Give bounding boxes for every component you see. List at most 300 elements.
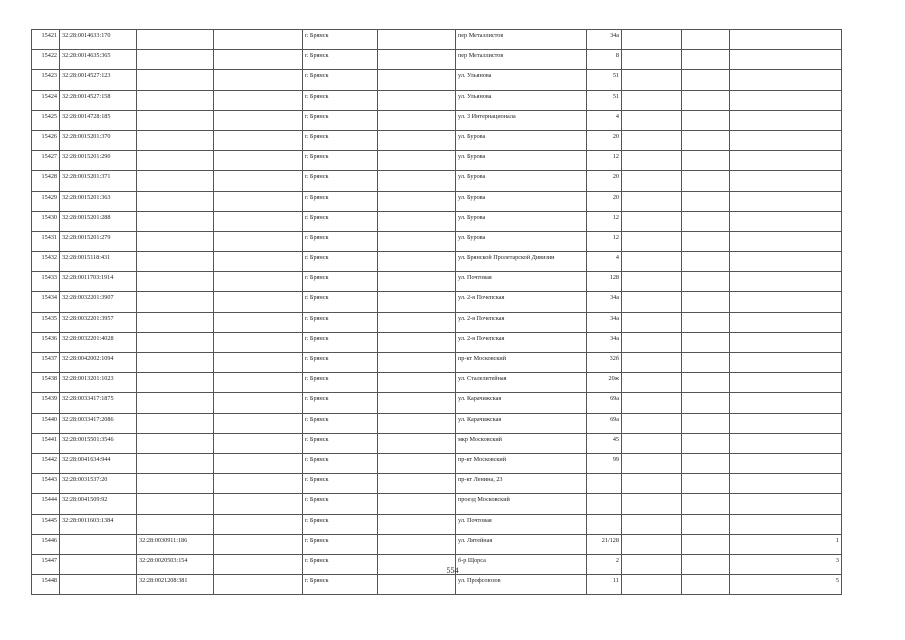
city: г. Брянск bbox=[303, 494, 378, 514]
empty-cell bbox=[214, 433, 303, 453]
city: г. Брянск bbox=[303, 433, 378, 453]
row-number: 15429 bbox=[32, 191, 60, 211]
extra-value bbox=[730, 292, 842, 312]
empty-cell bbox=[682, 453, 730, 473]
empty-cell bbox=[622, 332, 682, 352]
empty-cell bbox=[378, 130, 456, 150]
row-number: 15444 bbox=[32, 494, 60, 514]
cadastral-number-2 bbox=[137, 332, 214, 352]
city: г. Брянск bbox=[303, 171, 378, 191]
city: г. Брянск bbox=[303, 312, 378, 332]
empty-cell bbox=[622, 453, 682, 473]
cadastral-number: 32:28:0031537:20 bbox=[60, 474, 137, 494]
extra-value bbox=[730, 211, 842, 231]
cadastral-number-2 bbox=[137, 30, 214, 50]
empty-cell bbox=[214, 70, 303, 90]
city: г. Брянск bbox=[303, 151, 378, 171]
empty-cell bbox=[622, 514, 682, 534]
extra-value bbox=[730, 373, 842, 393]
empty-cell bbox=[378, 312, 456, 332]
row-number: 15422 bbox=[32, 50, 60, 70]
table-row bbox=[32, 90, 842, 110]
empty-cell bbox=[378, 151, 456, 171]
row-number: 15435 bbox=[32, 312, 60, 332]
empty-cell bbox=[378, 514, 456, 534]
city: г. Брянск bbox=[303, 413, 378, 433]
empty-cell bbox=[378, 30, 456, 50]
extra-value bbox=[730, 151, 842, 171]
extra-value bbox=[730, 393, 842, 413]
cadastral-number-2 bbox=[137, 231, 214, 251]
empty-cell bbox=[214, 191, 303, 211]
empty-cell bbox=[622, 30, 682, 50]
empty-cell bbox=[214, 231, 303, 251]
extra-value bbox=[730, 353, 842, 373]
cadastral-number-2 bbox=[137, 151, 214, 171]
extra-value bbox=[730, 252, 842, 272]
empty-cell bbox=[682, 171, 730, 191]
street: ул. 2-я Почепская bbox=[456, 332, 587, 352]
cadastral-number: 32:28:0041509:92 bbox=[60, 494, 137, 514]
house-number: 69а bbox=[587, 413, 622, 433]
cadastral-number: 32:28:0011603:1384 bbox=[60, 514, 137, 534]
cadastral-number: 32:28:0015201:279 bbox=[60, 231, 137, 251]
street: ул. Профсоюзов bbox=[456, 575, 587, 595]
row-number: 15432 bbox=[32, 252, 60, 272]
empty-cell bbox=[682, 90, 730, 110]
cadastral-number: 32:28:0014527:158 bbox=[60, 90, 137, 110]
row-number: 15424 bbox=[32, 90, 60, 110]
cadastral-number-2 bbox=[137, 413, 214, 433]
house-number: 128 bbox=[587, 272, 622, 292]
street: ул. Карачижская bbox=[456, 413, 587, 433]
table-row bbox=[32, 534, 842, 554]
empty-cell bbox=[682, 312, 730, 332]
table-row bbox=[32, 575, 842, 595]
cadastral-number-2: 32:28:0021208:381 bbox=[137, 575, 214, 595]
empty-cell bbox=[378, 534, 456, 554]
extra-value: 3 bbox=[730, 554, 842, 574]
empty-cell bbox=[622, 191, 682, 211]
street: пер Металлистов bbox=[456, 30, 587, 50]
city: г. Брянск bbox=[303, 373, 378, 393]
table-row bbox=[32, 231, 842, 251]
street: пр-кт Московский bbox=[456, 453, 587, 473]
row-number: 15425 bbox=[32, 110, 60, 130]
row-number: 15445 bbox=[32, 514, 60, 534]
row-number: 15421 bbox=[32, 30, 60, 50]
cadastral-number: 32:28:0015201:370 bbox=[60, 130, 137, 150]
street: пер Металлистов bbox=[456, 50, 587, 70]
empty-cell bbox=[682, 110, 730, 130]
house-number: 21/128 bbox=[587, 534, 622, 554]
row-number: 15440 bbox=[32, 413, 60, 433]
extra-value bbox=[730, 514, 842, 534]
cadastral-number bbox=[60, 534, 137, 554]
house-number: 34а bbox=[587, 332, 622, 352]
empty-cell bbox=[214, 373, 303, 393]
cadastral-number-2 bbox=[137, 353, 214, 373]
house-number bbox=[587, 514, 622, 534]
empty-cell bbox=[682, 534, 730, 554]
page-number: 554 bbox=[446, 566, 459, 575]
house-number: 69а bbox=[587, 393, 622, 413]
cadastral-number-2 bbox=[137, 514, 214, 534]
empty-cell bbox=[214, 534, 303, 554]
row-number: 15430 bbox=[32, 211, 60, 231]
house-number: 20ж bbox=[587, 373, 622, 393]
street: пр-кт Ленина, 23 bbox=[456, 474, 587, 494]
cadastral-number: 32:28:0032201:4028 bbox=[60, 332, 137, 352]
empty-cell bbox=[622, 373, 682, 393]
cadastral-number: 32:28:0015201:363 bbox=[60, 191, 137, 211]
cadastral-number: 32:28:0015201:290 bbox=[60, 151, 137, 171]
empty-cell bbox=[214, 171, 303, 191]
cadastral-number: 32:28:0015201:288 bbox=[60, 211, 137, 231]
empty-cell bbox=[682, 231, 730, 251]
city: г. Брянск bbox=[303, 70, 378, 90]
cadastral-number-2 bbox=[137, 50, 214, 70]
row-number: 15447 bbox=[32, 554, 60, 574]
street: ул. Почтовая bbox=[456, 514, 587, 534]
city: г. Брянск bbox=[303, 575, 378, 595]
empty-cell bbox=[622, 70, 682, 90]
empty-cell bbox=[622, 575, 682, 595]
cadastral-number-2 bbox=[137, 70, 214, 90]
cadastral-number-2 bbox=[137, 191, 214, 211]
city: г. Брянск bbox=[303, 474, 378, 494]
empty-cell bbox=[622, 110, 682, 130]
empty-cell bbox=[214, 110, 303, 130]
house-number: 12 bbox=[587, 151, 622, 171]
extra-value bbox=[730, 474, 842, 494]
street: ул. Бурова bbox=[456, 171, 587, 191]
empty-cell bbox=[622, 151, 682, 171]
cadastral-number-2 bbox=[137, 373, 214, 393]
cadastral-number-2: 32:28:0030911:186 bbox=[137, 534, 214, 554]
cadastral-number-2 bbox=[137, 130, 214, 150]
register-body bbox=[32, 30, 842, 595]
row-number: 15448 bbox=[32, 575, 60, 595]
row-number: 15439 bbox=[32, 393, 60, 413]
city: г. Брянск bbox=[303, 292, 378, 312]
city: г. Брянск bbox=[303, 514, 378, 534]
house-number: 2 bbox=[587, 554, 622, 574]
empty-cell bbox=[682, 191, 730, 211]
table-row bbox=[32, 70, 842, 90]
empty-cell bbox=[622, 50, 682, 70]
house-number: 8 bbox=[587, 50, 622, 70]
empty-cell bbox=[214, 151, 303, 171]
row-number: 15428 bbox=[32, 171, 60, 191]
table-row bbox=[32, 151, 842, 171]
table-row bbox=[32, 171, 842, 191]
extra-value bbox=[730, 332, 842, 352]
street: ул. Сталелитейная bbox=[456, 373, 587, 393]
street: ул. 2-я Почепская bbox=[456, 292, 587, 312]
empty-cell bbox=[378, 474, 456, 494]
street: проезд Московский bbox=[456, 494, 587, 514]
empty-cell bbox=[622, 413, 682, 433]
city: г. Брянск bbox=[303, 130, 378, 150]
house-number: 34а bbox=[587, 30, 622, 50]
row-number: 15431 bbox=[32, 231, 60, 251]
table-row bbox=[32, 413, 842, 433]
empty-cell bbox=[378, 272, 456, 292]
empty-cell bbox=[214, 353, 303, 373]
cadastral-number-2 bbox=[137, 211, 214, 231]
cadastral-number-2 bbox=[137, 171, 214, 191]
empty-cell bbox=[378, 171, 456, 191]
empty-cell bbox=[214, 90, 303, 110]
cadastral-number: 32:28:0033417:1875 bbox=[60, 393, 137, 413]
row-number: 15446 bbox=[32, 534, 60, 554]
extra-value bbox=[730, 70, 842, 90]
row-number: 15438 bbox=[32, 373, 60, 393]
empty-cell bbox=[622, 353, 682, 373]
house-number: 45 bbox=[587, 433, 622, 453]
empty-cell bbox=[378, 191, 456, 211]
table-row bbox=[32, 130, 842, 150]
empty-cell bbox=[214, 332, 303, 352]
street: ул. Бурова bbox=[456, 231, 587, 251]
empty-cell bbox=[682, 272, 730, 292]
row-number: 15437 bbox=[32, 353, 60, 373]
table-row bbox=[32, 312, 842, 332]
cadastral-number: 32:28:0015201:371 bbox=[60, 171, 137, 191]
empty-cell bbox=[682, 575, 730, 595]
house-number: 32б bbox=[587, 353, 622, 373]
table-row bbox=[32, 332, 842, 352]
city: г. Брянск bbox=[303, 554, 378, 574]
empty-cell bbox=[378, 353, 456, 373]
cadastral-number: 32:28:0014527:123 bbox=[60, 70, 137, 90]
street: б-р Щорса bbox=[456, 554, 587, 574]
empty-cell bbox=[378, 433, 456, 453]
empty-cell bbox=[622, 130, 682, 150]
empty-cell bbox=[622, 433, 682, 453]
empty-cell bbox=[622, 90, 682, 110]
house-number: 99 bbox=[587, 453, 622, 473]
empty-cell bbox=[378, 292, 456, 312]
cadastral-number: 32:28:0041634:944 bbox=[60, 453, 137, 473]
empty-cell bbox=[622, 494, 682, 514]
empty-cell bbox=[214, 130, 303, 150]
empty-cell bbox=[622, 312, 682, 332]
empty-cell bbox=[682, 413, 730, 433]
empty-cell bbox=[622, 292, 682, 312]
house-number: 51 bbox=[587, 90, 622, 110]
street: пр-кт Московский bbox=[456, 353, 587, 373]
empty-cell bbox=[214, 252, 303, 272]
table-row bbox=[32, 292, 842, 312]
extra-value bbox=[730, 110, 842, 130]
house-number bbox=[587, 474, 622, 494]
house-number: 20 bbox=[587, 130, 622, 150]
extra-value bbox=[730, 453, 842, 473]
empty-cell bbox=[622, 231, 682, 251]
register-table bbox=[31, 29, 842, 595]
table-row bbox=[32, 252, 842, 272]
empty-cell bbox=[682, 474, 730, 494]
street: ул. Ульянова bbox=[456, 90, 587, 110]
empty-cell bbox=[682, 393, 730, 413]
empty-cell bbox=[682, 433, 730, 453]
street: ул. Брянской Пролетарской Дивизии bbox=[456, 252, 587, 272]
empty-cell bbox=[214, 211, 303, 231]
empty-cell bbox=[214, 453, 303, 473]
house-number: 11 bbox=[587, 575, 622, 595]
empty-cell bbox=[214, 575, 303, 595]
cadastral-number: 32:28:0042002:1094 bbox=[60, 353, 137, 373]
city: г. Брянск bbox=[303, 30, 378, 50]
cadastral-number-2 bbox=[137, 433, 214, 453]
extra-value bbox=[730, 494, 842, 514]
empty-cell bbox=[214, 312, 303, 332]
empty-cell bbox=[682, 70, 730, 90]
empty-cell bbox=[682, 130, 730, 150]
empty-cell bbox=[378, 110, 456, 130]
street: ул. Литейная bbox=[456, 534, 587, 554]
empty-cell bbox=[378, 252, 456, 272]
house-number: 12 bbox=[587, 211, 622, 231]
street: ул. Ульянова bbox=[456, 70, 587, 90]
empty-cell bbox=[378, 332, 456, 352]
row-number: 15443 bbox=[32, 474, 60, 494]
empty-cell bbox=[682, 211, 730, 231]
city: г. Брянск bbox=[303, 453, 378, 473]
empty-cell bbox=[682, 494, 730, 514]
cadastral-number: 32:28:0015118:431 bbox=[60, 252, 137, 272]
empty-cell bbox=[378, 90, 456, 110]
cadastral-number-2 bbox=[137, 90, 214, 110]
table-row bbox=[32, 50, 842, 70]
row-number: 15436 bbox=[32, 332, 60, 352]
extra-value bbox=[730, 30, 842, 50]
table-row bbox=[32, 211, 842, 231]
empty-cell bbox=[378, 413, 456, 433]
house-number: 34а bbox=[587, 312, 622, 332]
city: г. Брянск bbox=[303, 252, 378, 272]
extra-value bbox=[730, 231, 842, 251]
table-row bbox=[32, 373, 842, 393]
empty-cell bbox=[622, 171, 682, 191]
street: ул. Бурова bbox=[456, 191, 587, 211]
house-number: 51 bbox=[587, 70, 622, 90]
table-row bbox=[32, 494, 842, 514]
empty-cell bbox=[378, 231, 456, 251]
empty-cell bbox=[682, 30, 730, 50]
street: ул. Почтовая bbox=[456, 272, 587, 292]
table-row bbox=[32, 191, 842, 211]
table-row bbox=[32, 474, 842, 494]
city: г. Брянск bbox=[303, 50, 378, 70]
extra-value: 5 bbox=[730, 575, 842, 595]
empty-cell bbox=[682, 514, 730, 534]
street: ул. Карачижская bbox=[456, 393, 587, 413]
extra-value bbox=[730, 90, 842, 110]
empty-cell bbox=[214, 50, 303, 70]
cadastral-number-2: 32:28:0020503:154 bbox=[137, 554, 214, 574]
empty-cell bbox=[378, 50, 456, 70]
house-number: 4 bbox=[587, 252, 622, 272]
empty-cell bbox=[622, 211, 682, 231]
empty-cell bbox=[622, 272, 682, 292]
extra-value bbox=[730, 130, 842, 150]
empty-cell bbox=[622, 393, 682, 413]
empty-cell bbox=[214, 30, 303, 50]
street: ул. Бурова bbox=[456, 130, 587, 150]
city: г. Брянск bbox=[303, 393, 378, 413]
empty-cell bbox=[378, 70, 456, 90]
extra-value: 1 bbox=[730, 534, 842, 554]
cadastral-number: 32:28:0032201:3907 bbox=[60, 292, 137, 312]
empty-cell bbox=[622, 474, 682, 494]
street: ул. Бурова bbox=[456, 151, 587, 171]
empty-cell bbox=[682, 50, 730, 70]
table-row bbox=[32, 353, 842, 373]
table-row bbox=[32, 272, 842, 292]
house-number: 34а bbox=[587, 292, 622, 312]
city: г. Брянск bbox=[303, 191, 378, 211]
cadastral-number: 32:28:0013201:1023 bbox=[60, 373, 137, 393]
cadastral-number-2 bbox=[137, 393, 214, 413]
row-number: 15434 bbox=[32, 292, 60, 312]
cadastral-number: 32:28:0011703:1914 bbox=[60, 272, 137, 292]
empty-cell bbox=[622, 252, 682, 272]
empty-cell bbox=[214, 514, 303, 534]
cadastral-number-2 bbox=[137, 272, 214, 292]
cadastral-number: 32:28:0014633:170 bbox=[60, 30, 137, 50]
empty-cell bbox=[682, 252, 730, 272]
extra-value bbox=[730, 50, 842, 70]
empty-cell bbox=[378, 494, 456, 514]
table-row bbox=[32, 110, 842, 130]
empty-cell bbox=[214, 494, 303, 514]
empty-cell bbox=[682, 373, 730, 393]
table-row bbox=[32, 393, 842, 413]
cadastral-number: 32:28:0033417:2086 bbox=[60, 413, 137, 433]
cadastral-number-2 bbox=[137, 252, 214, 272]
house-number: 4 bbox=[587, 110, 622, 130]
street: мкр Московский bbox=[456, 433, 587, 453]
street: ул. Бурова bbox=[456, 211, 587, 231]
cadastral-number: 32:28:0014728:185 bbox=[60, 110, 137, 130]
city: г. Брянск bbox=[303, 272, 378, 292]
row-number: 15427 bbox=[32, 151, 60, 171]
row-number: 15433 bbox=[32, 272, 60, 292]
empty-cell bbox=[378, 211, 456, 231]
empty-cell bbox=[214, 393, 303, 413]
cadastral-number-2 bbox=[137, 453, 214, 473]
table-row bbox=[32, 453, 842, 473]
extra-value bbox=[730, 171, 842, 191]
city: г. Брянск bbox=[303, 332, 378, 352]
row-number: 15426 bbox=[32, 130, 60, 150]
house-number: 20 bbox=[587, 191, 622, 211]
empty-cell bbox=[214, 413, 303, 433]
city: г. Брянск bbox=[303, 110, 378, 130]
cadastral-number-2 bbox=[137, 312, 214, 332]
extra-value bbox=[730, 191, 842, 211]
street: ул. 3 Интернационала bbox=[456, 110, 587, 130]
city: г. Брянск bbox=[303, 90, 378, 110]
extra-value bbox=[730, 433, 842, 453]
cadastral-number-2 bbox=[137, 474, 214, 494]
empty-cell bbox=[378, 393, 456, 413]
extra-value bbox=[730, 413, 842, 433]
cadastral-number: 32:28:0032201:3957 bbox=[60, 312, 137, 332]
